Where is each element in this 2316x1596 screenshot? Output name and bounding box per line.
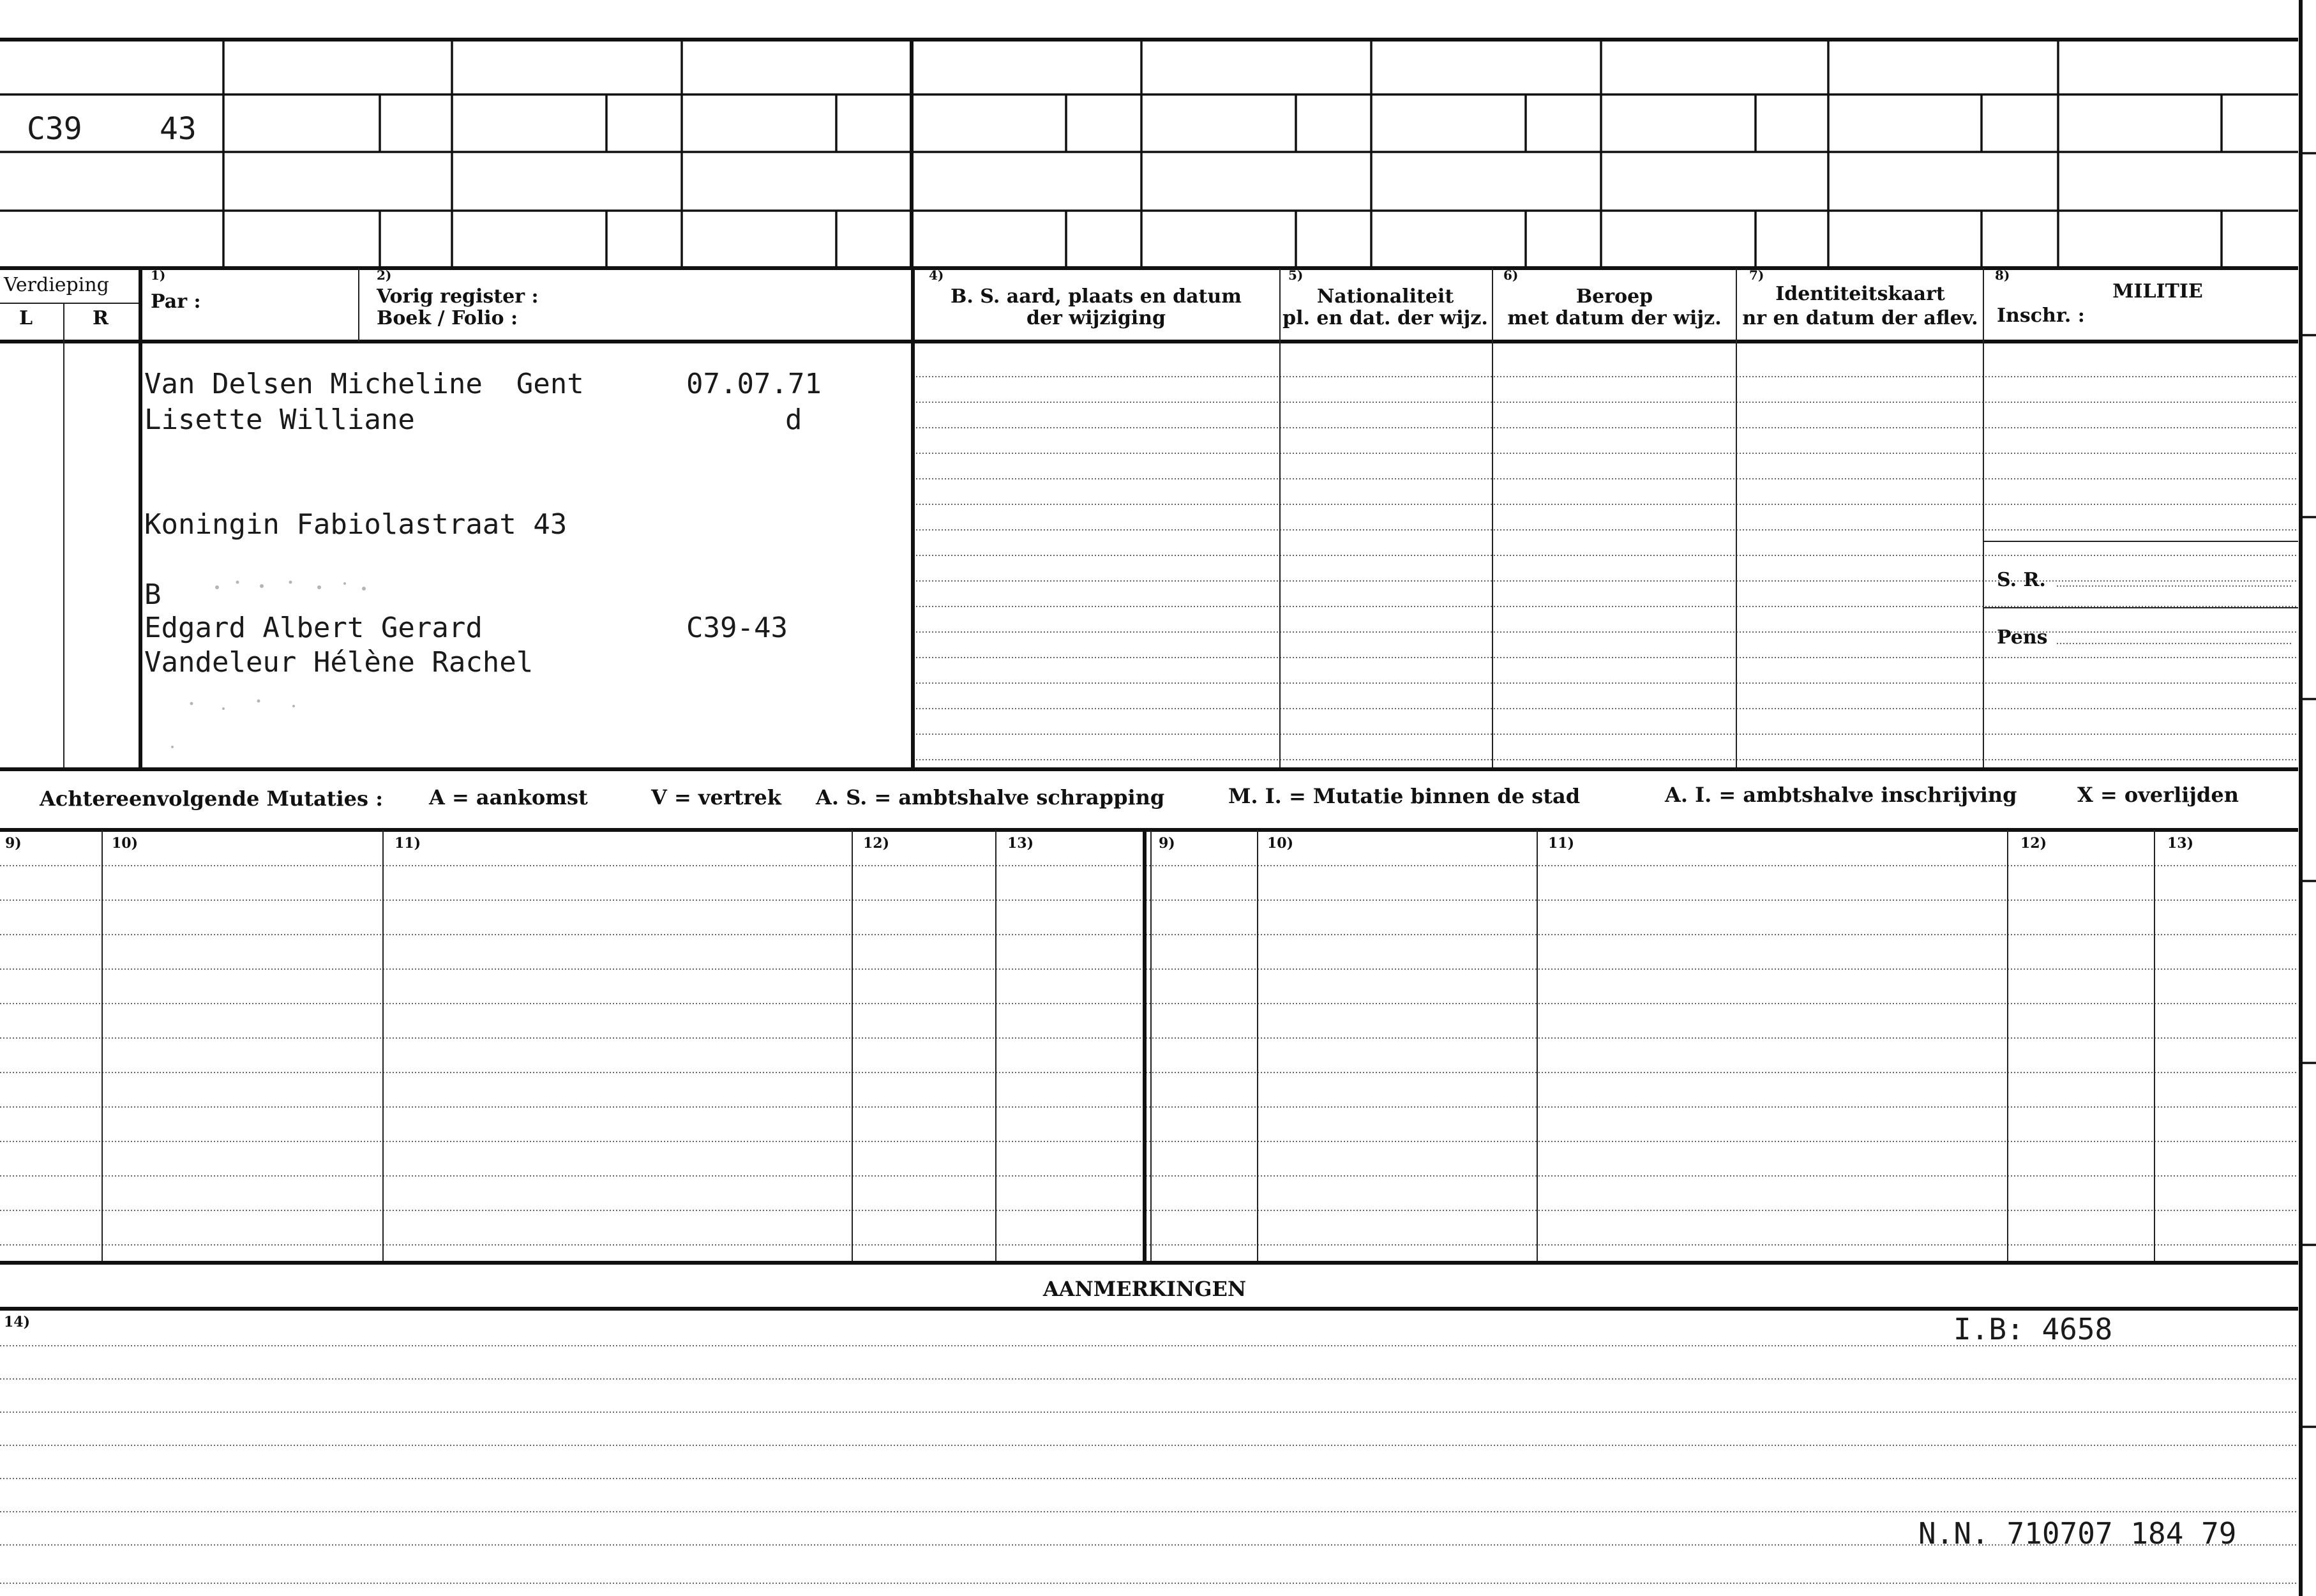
main-body	[0, 368, 2298, 769]
mut-col-12-a: 12)	[863, 835, 890, 852]
mut-col-10-b: 10)	[1267, 835, 1294, 852]
register-ref: C39-43	[686, 612, 788, 644]
floor-left-label: L	[19, 307, 33, 329]
b-mark: B	[144, 578, 162, 611]
mut-col-13-b: 13)	[2167, 835, 2194, 852]
col8-number: 8)	[1995, 267, 2010, 283]
bs-header-line1: B. S. aard, plaats en datum	[951, 285, 1242, 308]
mut-col-13-a: 13)	[1007, 835, 1034, 852]
sr-label: S. R.	[1997, 569, 2046, 591]
remarks-section	[0, 1277, 2298, 1583]
occupation-header-line1: Beroep	[1575, 285, 1653, 308]
legend-mutatie: M. I. = Mutatie binnen de stad	[1228, 784, 1581, 808]
mut-col-10-a: 10)	[112, 835, 139, 852]
edge-ticks	[2302, 153, 2316, 1427]
legend-schrapping: A. S. = ambtshalve schrapping	[816, 785, 1165, 809]
sex-mark: d	[785, 403, 802, 436]
mut-col-11-b: 11)	[1548, 835, 1575, 852]
top-grid	[0, 40, 2298, 268]
code-left: C39	[27, 111, 82, 147]
remarks-number: 14)	[4, 1314, 31, 1330]
nationality-header-line1: Nationaliteit	[1316, 285, 1454, 308]
col6-number: 6)	[1503, 267, 1519, 283]
col5-number: 5)	[1288, 267, 1304, 283]
birth-date: 07.07.71	[686, 368, 822, 400]
pens-label: Pens	[1997, 626, 2048, 649]
legend-vertrek: V = vertrek	[651, 785, 781, 809]
par-label: Par :	[151, 290, 201, 313]
militie-label: MILITIE	[2112, 280, 2203, 303]
boek-folio-label: Boek / Folio :	[377, 307, 518, 329]
code-right: 43	[160, 111, 197, 147]
person-name-line1: Van Delsen Micheline Gent	[144, 368, 584, 400]
mutations-legend	[0, 783, 2298, 830]
address: Koningin Fabiolastraat 43	[144, 508, 568, 541]
verdieping-label: Verdieping	[4, 274, 109, 296]
mut-col-9-b: 9)	[1159, 835, 1175, 852]
nn-number: N.N. 710707 184 79	[1918, 1516, 2237, 1551]
id-card-header-line2: nr en datum der aflev.	[1742, 307, 1978, 329]
inschr-label: Inschr. :	[1997, 305, 2085, 327]
occupation-header-line2: met datum der wijz.	[1507, 307, 1722, 329]
vorig-register-label: Vorig register :	[377, 285, 539, 308]
father-name: Edgard Albert Gerard	[144, 612, 483, 644]
legend-title: Achtereenvolgende Mutaties :	[40, 787, 383, 811]
id-card-header-line1: Identiteitskaart	[1775, 283, 1945, 305]
legend-aankomst: A = aankomst	[429, 785, 588, 809]
mother-name: Vandeleur Hélène Rachel	[144, 646, 534, 679]
col4-number: 4)	[929, 267, 944, 283]
legend-overlijden: X = overlijden	[2077, 783, 2239, 807]
mutations-grid	[0, 830, 2298, 1263]
ib-number: I.B: 4658	[1953, 1312, 2113, 1346]
col1-number: 1)	[151, 267, 166, 283]
nationality-header-line2: pl. en dat. der wijz.	[1282, 307, 1488, 329]
col7-number: 7)	[1749, 267, 1764, 283]
person-name-line2: Lisette Williane	[144, 403, 415, 436]
mut-col-11-a: 11)	[395, 835, 421, 852]
bs-header-line2: der wijziging	[1026, 307, 1166, 329]
mut-col-9-a: 9)	[5, 835, 22, 852]
col2-number: 2)	[377, 267, 392, 283]
remarks-title: AANMERKINGEN	[1042, 1277, 1247, 1301]
floor-right-label: R	[93, 307, 109, 329]
legend-inschrijving: A. I. = ambtshalve inschrijving	[1665, 783, 2017, 807]
mut-col-12-b: 12)	[2020, 835, 2047, 852]
